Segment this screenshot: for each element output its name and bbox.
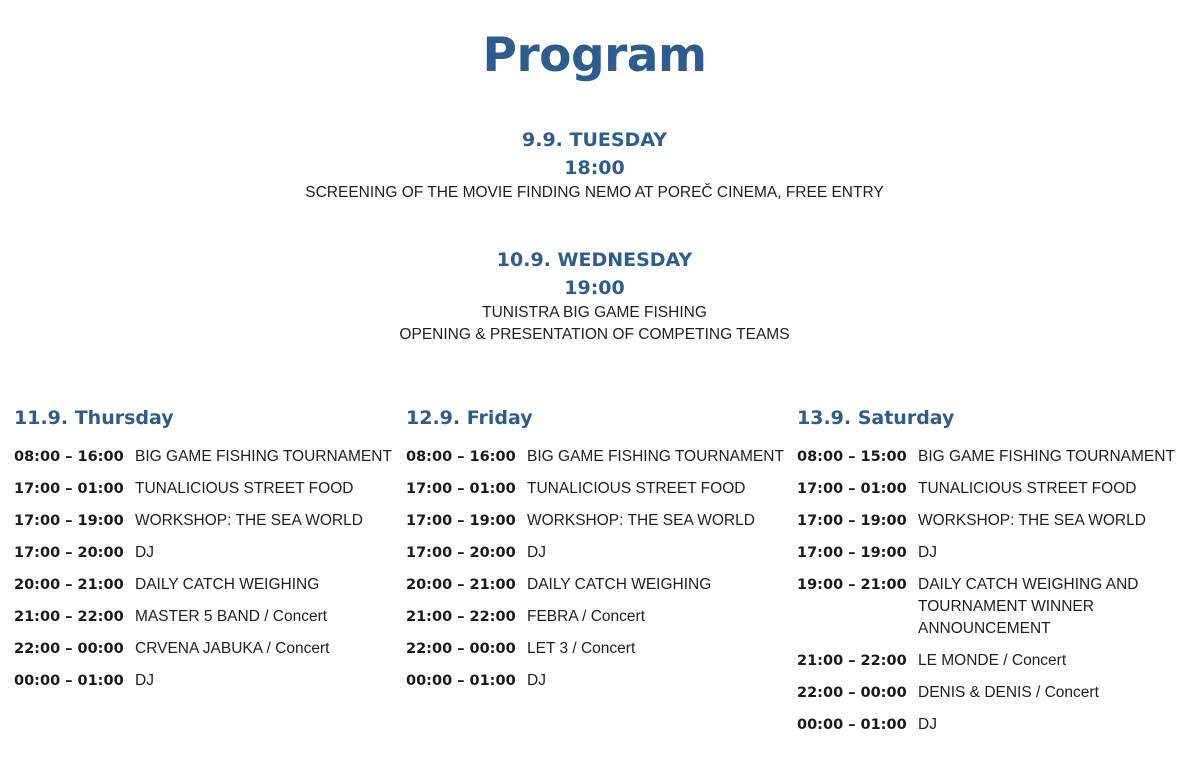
schedule-activity: BIG GAME FISHING TOURNAMENT bbox=[918, 448, 1175, 465]
schedule-time: 21:00 – 22:00 bbox=[406, 609, 516, 625]
event-time: 18:00 bbox=[564, 157, 625, 179]
schedule-row bbox=[14, 510, 394, 532]
schedule-activity: TUNALICIOUS STREET FOOD bbox=[527, 480, 746, 497]
schedule-activity: LE MONDE / Concert bbox=[918, 652, 1067, 669]
schedule-row bbox=[406, 670, 786, 692]
schedule-activity: DAILY CATCH WEIGHING bbox=[135, 576, 320, 593]
schedule-time: 22:00 – 00:00 bbox=[797, 685, 907, 701]
schedule-activity: TUNALICIOUS STREET FOOD bbox=[135, 480, 354, 497]
schedule-activity: DJ bbox=[135, 672, 154, 689]
schedule-time: 17:00 – 20:00 bbox=[406, 545, 516, 561]
schedule-activity: CRVENA JABUKA / Concert bbox=[135, 640, 330, 657]
event-day: 10.9. WEDNESDAY bbox=[496, 249, 693, 271]
event-description: TUNISTRA BIG GAME FISHING bbox=[482, 304, 707, 321]
schedule-time: 17:00 – 19:00 bbox=[797, 513, 907, 529]
schedule-time: 17:00 – 01:00 bbox=[797, 481, 907, 497]
schedule-row bbox=[406, 478, 786, 500]
schedule-row bbox=[797, 650, 1177, 672]
day-column-thursday bbox=[14, 402, 394, 702]
schedule-activity: DJ bbox=[527, 544, 546, 561]
schedule-time: 08:00 – 16:00 bbox=[406, 449, 516, 465]
schedule-row bbox=[406, 510, 786, 532]
day-heading: 13.9. Saturday bbox=[797, 407, 955, 429]
schedule-activity: DJ bbox=[918, 716, 937, 733]
schedule-row bbox=[14, 542, 394, 564]
schedule-time: 20:00 – 21:00 bbox=[406, 577, 516, 593]
schedule-activity: LET 3 / Concert bbox=[527, 640, 636, 657]
schedule-activity: FEBRA / Concert bbox=[527, 608, 646, 625]
schedule-activity: DENIS & DENIS / Concert bbox=[918, 684, 1099, 701]
schedule-row bbox=[406, 606, 786, 628]
schedule-row bbox=[14, 606, 394, 628]
day-heading: 11.9. Thursday bbox=[14, 407, 174, 429]
schedule-time: 21:00 – 22:00 bbox=[14, 609, 124, 625]
schedule-activity: DJ bbox=[527, 672, 546, 689]
schedule-row bbox=[406, 446, 786, 468]
schedule-row bbox=[14, 638, 394, 660]
day-column-friday bbox=[406, 402, 786, 702]
schedule-row bbox=[797, 510, 1177, 532]
schedule-activity: MASTER 5 BAND / Concert bbox=[135, 608, 328, 625]
schedule-time: 20:00 – 21:00 bbox=[14, 577, 124, 593]
schedule-row bbox=[797, 542, 1177, 564]
schedule-row bbox=[14, 574, 394, 596]
schedule-row bbox=[14, 478, 394, 500]
event-day: 9.9. TUESDAY bbox=[522, 129, 667, 151]
schedule-row bbox=[14, 670, 394, 692]
schedule-row bbox=[406, 574, 786, 596]
schedule-time: 22:00 – 00:00 bbox=[406, 641, 516, 657]
schedule-activity: TUNALICIOUS STREET FOOD bbox=[918, 480, 1137, 497]
schedule-activity: BIG GAME FISHING TOURNAMENT bbox=[135, 448, 392, 465]
schedule-time: 21:00 – 22:00 bbox=[797, 653, 907, 669]
schedule-activity: DAILY CATCH WEIGHING bbox=[527, 576, 712, 593]
schedule-row bbox=[14, 446, 394, 468]
schedule-time: 08:00 – 15:00 bbox=[797, 449, 907, 465]
schedule-activity: DJ bbox=[135, 544, 154, 561]
event-description: OPENING & PRESENTATION OF COMPETING TEAMS bbox=[399, 326, 790, 343]
schedule-time: 00:00 – 01:00 bbox=[14, 673, 124, 689]
schedule-activity: DJ bbox=[918, 544, 937, 561]
schedule-time: 17:00 – 19:00 bbox=[14, 513, 124, 529]
schedule-activity: BIG GAME FISHING TOURNAMENT bbox=[527, 448, 784, 465]
event-wednesday bbox=[0, 246, 1189, 346]
schedule-activity: WORKSHOP: THE SEA WORLD bbox=[135, 512, 363, 529]
schedule-row bbox=[406, 638, 786, 660]
schedule-time: 17:00 – 20:00 bbox=[14, 545, 124, 561]
event-tuesday bbox=[0, 126, 1189, 204]
schedule-row bbox=[406, 542, 786, 564]
schedule-time: 17:00 – 01:00 bbox=[406, 481, 516, 497]
schedule-time: 08:00 – 16:00 bbox=[14, 449, 124, 465]
schedule-activity: DAILY CATCH WEIGHING AND TOURNAMENT WINNER ANNOUNCEMENT bbox=[918, 576, 1139, 637]
schedule-time: 00:00 – 01:00 bbox=[797, 717, 907, 733]
day-heading: 12.9. Friday bbox=[406, 407, 533, 429]
schedule-time: 17:00 – 01:00 bbox=[14, 481, 124, 497]
day-column-saturday bbox=[797, 402, 1177, 746]
schedule-time: 17:00 – 19:00 bbox=[797, 545, 907, 561]
schedule-activity: WORKSHOP: THE SEA WORLD bbox=[918, 512, 1146, 529]
schedule-activity: WORKSHOP: THE SEA WORLD bbox=[527, 512, 755, 529]
event-time: 19:00 bbox=[564, 277, 625, 299]
schedule-time: 00:00 – 01:00 bbox=[406, 673, 516, 689]
schedule-row bbox=[797, 446, 1177, 468]
schedule-time: 22:00 – 00:00 bbox=[14, 641, 124, 657]
schedule-time: 17:00 – 19:00 bbox=[406, 513, 516, 529]
schedule-row bbox=[797, 574, 1177, 640]
schedule-row bbox=[797, 478, 1177, 500]
schedule-row bbox=[797, 714, 1177, 736]
schedule-row bbox=[797, 682, 1177, 704]
page-title: Program bbox=[482, 28, 707, 83]
schedule-time: 19:00 – 21:00 bbox=[797, 577, 907, 593]
event-description: SCREENING OF THE MOVIE FINDING NEMO AT POREČ CINEMA, FREE ENTRY bbox=[305, 184, 884, 201]
